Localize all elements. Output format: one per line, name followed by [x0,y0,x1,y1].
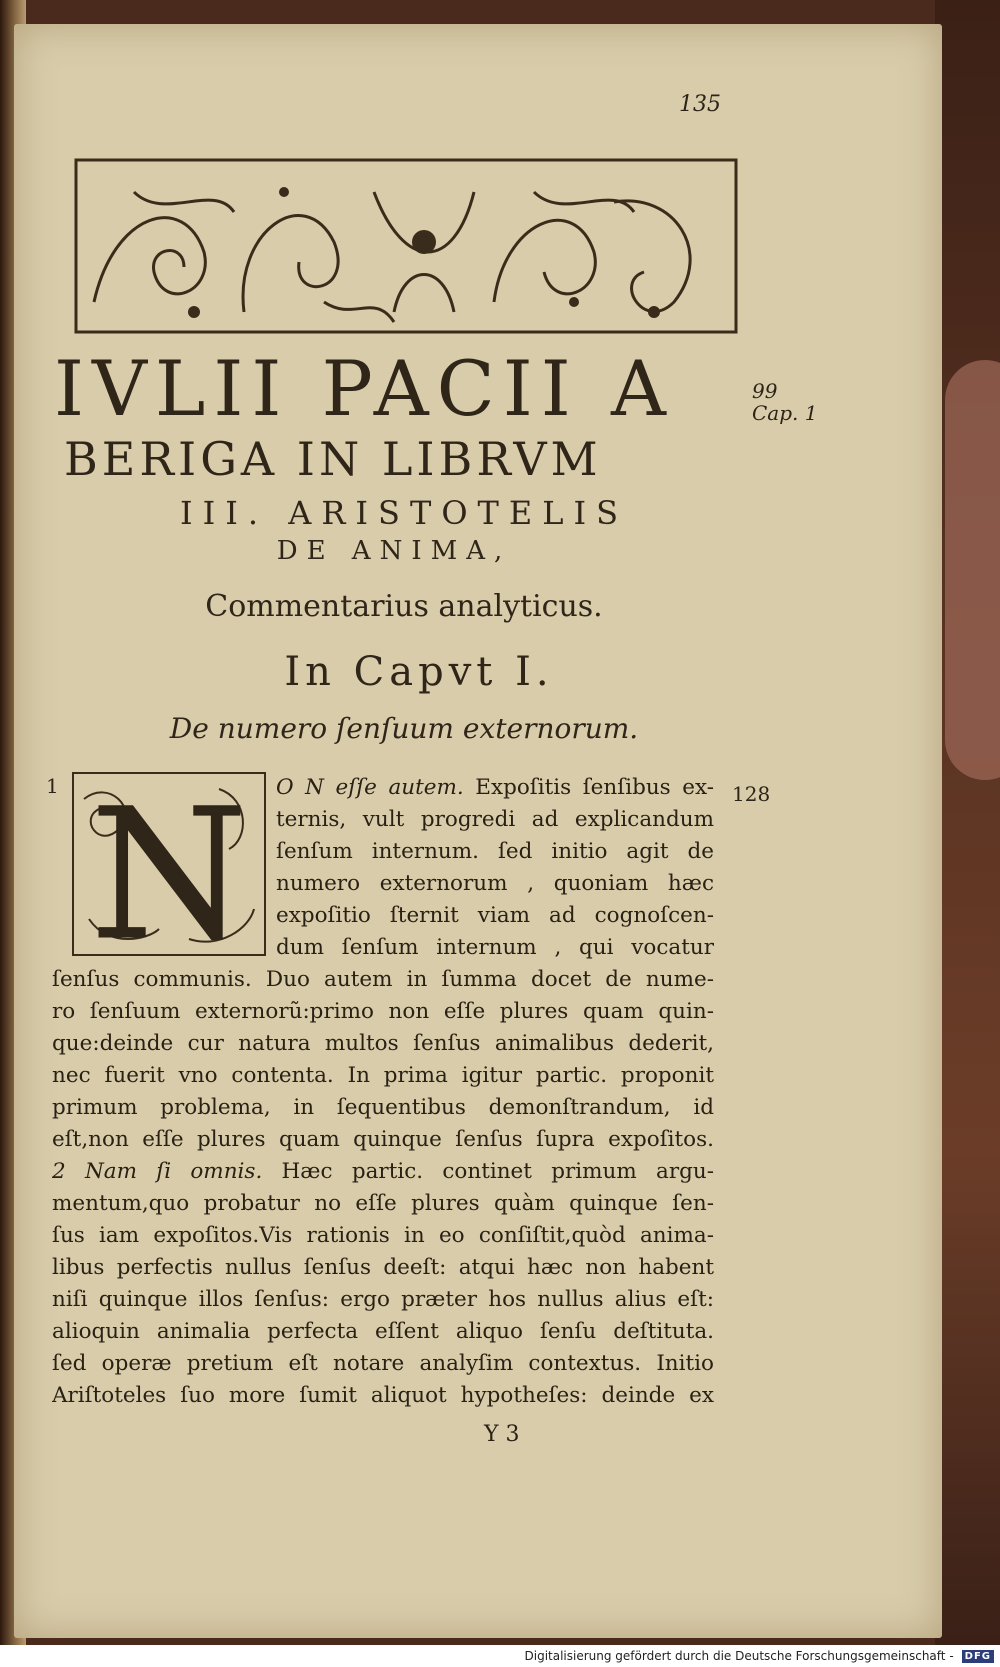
text-line [52,1380,714,1412]
text-line [52,1252,714,1284]
page-number: 135 [679,92,721,117]
holding-thumb [945,360,1000,780]
decorated-initial-n [69,769,269,959]
subtitle: Commentarius analyticus. [205,589,603,624]
title-line-2: BERIGA IN LIBRVM [64,432,602,486]
text-segment: nec fuerit vno contenta. In prima igitur partic. proponit [52,1063,714,1088]
text-segment: libus perfectis nullus ſenſus deeſt: atqui hæc non habent [52,1255,714,1280]
background-right [935,0,1000,1645]
text-line [52,1188,714,1220]
text-segment: que:deinde cur natura multos ſenſus animalibus dederit, [52,1031,714,1056]
text-segment: Ariſtoteles ſuo more ſumit aliquot hypotheſes: deinde ex [52,1383,714,1408]
lemma: 2 Nam ſi omnis. [52,1159,263,1184]
text-line [52,1316,714,1348]
text-line [52,1348,714,1380]
text-line [52,1220,714,1252]
text-line [276,900,714,932]
title-line-1: IVLII PACII A [54,344,674,433]
text-segment: ſus iam expoſitos.Vis rationis in eo conſiſtit,quòd anima- [52,1223,714,1248]
text-line [52,964,714,996]
text-segment: dum ſenſum internum , qui vocatur [276,935,714,960]
text-line [52,1124,714,1156]
margin-note-top-number: 99 [752,379,778,403]
text-line [276,868,714,900]
text-line [276,772,714,804]
text-line [52,996,714,1028]
lemma: O N eſſe autem. [276,775,464,800]
text-segment: Expoſitis ſenſibus ex- [463,775,714,800]
text-line [52,1028,714,1060]
chapter-heading: In Capvt I. [284,649,554,695]
text-segment: ſed operæ pretium eſt notare analyſim contextus. Initio [52,1351,714,1376]
text-line [52,1156,714,1188]
margin-note-side: 128 [732,782,771,806]
margin-note-top [752,380,817,424]
chapter-subheading: De numero ſenſuum externorum. [169,712,639,745]
signature-mark: Y 3 [484,1422,520,1447]
text-segment: primum problema, in ſequentibus demonſtrandum, id [52,1095,714,1120]
footer-bar [0,1645,1000,1667]
title-line-4: DE ANIMA, [276,536,512,566]
text-line [52,1060,714,1092]
paragraph-number: 1 [46,774,59,798]
text-line [276,804,714,836]
ornamental-headpiece [74,152,739,340]
book-page [14,24,942,1638]
text-segment: ſenſum internum. ſed initio agit de [276,839,714,864]
text-segment: ternis, vult progredi ad explicandum [276,807,714,832]
text-segment: expoſitio ſternit viam ad cognoſcen- [276,903,714,928]
text-segment: eſt,non eſſe plures quam quinque ſenſus ſupra expoſitos. [52,1127,714,1152]
text-segment: Hæc partic. continet primum argu- [262,1159,714,1184]
dfg-logo: DFG [962,1650,994,1663]
margin-note-top-cap: Cap. 1 [752,401,818,425]
footer-text: Digitalisierung gefördert durch die Deutsche Forschungsgemeinschaft - [524,1649,954,1663]
text-line [52,1092,714,1124]
title-line-3: III. ARISTOTELIS [179,494,629,532]
text-segment: mentum,quo probatur no eſſe plures quàm quinque ſen- [52,1191,714,1216]
text-segment: ro ſenſuum externorũ:primo non eſſe plures quam quin- [52,999,714,1024]
text-segment: niſi quinque illos ſenſus: ergo præter hos nullus alius eſt: [52,1287,714,1312]
text-segment: alioquin animalia perfecta eſſent aliquo ſenſu deſtituta. [52,1319,714,1344]
text-segment: ſenſus communis. Duo autem in ſumma docet de nume- [52,967,714,992]
drop-cap-letter: N [90,771,248,959]
text-line [52,1284,714,1316]
text-line [276,836,714,868]
text-line [276,932,714,964]
text-segment: numero externorum , quoniam hæc [276,871,714,896]
